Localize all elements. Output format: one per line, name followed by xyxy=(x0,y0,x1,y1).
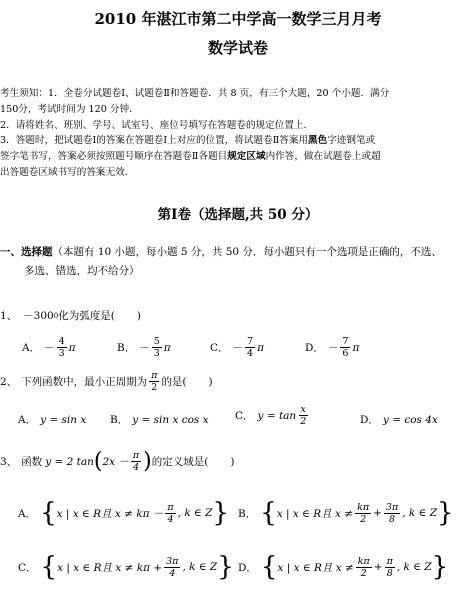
set-expression: , k ∈ Z xyxy=(182,561,218,573)
instruction-text: 字迹钢笔或 xyxy=(327,135,376,147)
fraction xyxy=(340,336,350,359)
numerator: 3π xyxy=(166,555,179,567)
option-b xyxy=(238,500,454,526)
option-label: D． xyxy=(305,342,324,354)
question-text: －300 xyxy=(23,310,54,322)
plus-sign: + xyxy=(373,507,382,519)
set-expression: x | x ∈ R且 x ≠ xyxy=(276,507,354,520)
plus-sign: + xyxy=(373,561,383,573)
option-label: A． xyxy=(18,414,37,426)
option-c xyxy=(210,336,264,359)
instruction-emphasis: 黑色 xyxy=(308,135,328,147)
fraction xyxy=(355,502,371,525)
numerator: 4 xyxy=(58,336,65,347)
option-label: A． xyxy=(22,342,41,354)
right-paren: ) xyxy=(143,448,152,474)
section-header xyxy=(0,243,476,281)
option-a xyxy=(22,336,76,359)
option-label: D． xyxy=(360,414,379,426)
section-line: 多选、错选，均不给分） xyxy=(24,265,140,277)
numerator: π xyxy=(132,450,140,461)
numerator: kπ xyxy=(357,555,370,567)
pi-symbol: π xyxy=(163,341,171,354)
option-d xyxy=(305,336,359,359)
right-brace: } xyxy=(436,498,454,528)
option-expression: y = cos 4x xyxy=(382,413,438,426)
function-expression: y = 2 tan xyxy=(45,455,94,468)
left-brace: { xyxy=(40,498,57,528)
option-sign: － xyxy=(327,342,339,354)
option-sign: － xyxy=(232,342,244,354)
fraction xyxy=(164,556,180,579)
instruction-line xyxy=(0,133,476,149)
denominator: 6 xyxy=(342,348,349,359)
denominator: 4 xyxy=(133,462,140,473)
option-a xyxy=(18,412,86,427)
question-number: 1、 xyxy=(0,310,18,322)
instruction-text: 3．答题时，把试题卷Ⅰ的答案在答题卷Ⅰ上对应的位置，将试题卷Ⅱ答案用 xyxy=(0,135,309,147)
fraction xyxy=(385,556,395,579)
fraction xyxy=(245,336,255,359)
numerator: π xyxy=(151,370,158,381)
denominator: 2 xyxy=(300,416,307,427)
numerator: 7 xyxy=(342,336,349,347)
fraction xyxy=(165,502,175,525)
option-sign: － xyxy=(139,342,150,354)
set-expression: , k ∈ Z xyxy=(402,507,437,519)
option-expression: y = sin x cos x xyxy=(132,413,209,426)
answer-paren: ) xyxy=(230,455,235,468)
fraction xyxy=(149,370,159,393)
set-expression: , k ∈ Z xyxy=(177,507,213,519)
option-d xyxy=(238,554,448,580)
question-number: 2、 xyxy=(0,376,18,388)
fraction xyxy=(131,450,141,473)
left-brace: { xyxy=(260,552,278,582)
option-expression: y = tan xyxy=(257,409,297,422)
answer-paren: ) xyxy=(136,309,141,322)
right-brace: } xyxy=(217,552,234,582)
option-label: C． xyxy=(210,342,229,354)
numerator: 5 xyxy=(153,336,160,347)
question-text: 化为弧度是( xyxy=(58,310,115,322)
option-sign: － xyxy=(44,342,55,354)
exam-subtitle: 数学试卷 xyxy=(207,39,268,57)
option-label: D． xyxy=(238,561,257,574)
option-label: B． xyxy=(238,507,257,520)
numerator: 7 xyxy=(247,336,254,347)
numerator: kπ xyxy=(357,501,370,513)
denominator: 2 xyxy=(360,567,367,579)
numerator: 3π xyxy=(385,501,399,513)
question-text: 下列函数中，最小正周期为 xyxy=(21,376,148,388)
instruction-line: 150分，考试时间为 120 分钟． xyxy=(0,103,139,115)
denominator: 8 xyxy=(389,513,396,525)
option-label: C． xyxy=(235,410,254,422)
option-c xyxy=(18,554,234,580)
exam-instructions xyxy=(0,86,476,181)
numerator: π xyxy=(167,501,174,513)
section-line xyxy=(0,243,476,262)
option-a xyxy=(18,500,229,526)
option-b xyxy=(117,336,171,359)
question-text: 函数 xyxy=(21,456,43,468)
degree-mark: 0 xyxy=(53,311,59,320)
question-text: 的定义域是( xyxy=(151,456,209,468)
instruction-line: 出答题卷区域书写的答案无效． xyxy=(0,166,135,178)
left-brace: { xyxy=(260,498,277,528)
denominator: 2 xyxy=(360,513,367,525)
denominator: 4 xyxy=(169,567,176,579)
pi-symbol: π xyxy=(257,341,264,354)
option-label: C． xyxy=(18,561,37,574)
instruction-line: 考生须知：1．全卷分试题卷Ⅰ、试题卷Ⅱ和答题卷．共 8 页，有三个大题，20 个小题．满分 xyxy=(0,88,390,99)
denominator: 2 xyxy=(151,382,158,393)
exam-title: 2010 年湛江市第二中学高一数学三月月考 xyxy=(94,10,382,28)
fraction xyxy=(298,404,308,427)
instruction-line: 2．请将姓名、班别、学号、试室号、座位号填写在答题卷的规定位置上． xyxy=(0,119,314,131)
question-text: 的是( xyxy=(161,376,187,388)
right-brace: } xyxy=(212,498,229,528)
question-number: 3、 xyxy=(0,456,18,468)
function-inner: 2x － xyxy=(102,456,129,468)
left-brace: { xyxy=(40,552,58,582)
fraction xyxy=(57,336,67,359)
answer-paren: ) xyxy=(208,375,213,388)
denominator: 3 xyxy=(58,348,65,359)
instruction-text: 签字笔书写，答案必须按照题号顺序在答题卷Ⅱ各题目 xyxy=(0,151,228,163)
instruction-emphasis: 规定区域 xyxy=(227,151,266,163)
option-c xyxy=(235,404,310,427)
set-expression: x | x ∈ R且 x ≠ kπ － xyxy=(56,507,164,520)
denominator: 8 xyxy=(386,567,393,579)
set-expression: x | x ∈ R且 x ≠ xyxy=(277,561,354,574)
option-label: A． xyxy=(18,507,37,520)
option-b xyxy=(110,412,209,427)
part-title: 第Ⅰ卷（选择题,共 50 分） xyxy=(157,207,319,223)
pi-symbol: π xyxy=(68,341,76,354)
section-text: （本题有 10 小题，每小题 5 分，共 50 分．每小题只有一个选项是正确的，不选、 xyxy=(52,246,442,258)
option-expression: y = sin x xyxy=(40,413,87,426)
fraction xyxy=(384,502,400,525)
numerator: π xyxy=(386,555,393,567)
question-1 xyxy=(0,308,141,323)
left-paren: ( xyxy=(93,448,103,474)
question-3 xyxy=(0,450,234,473)
instruction-text: 内作答，做在试题卷上或超 xyxy=(265,151,381,163)
denominator: 4 xyxy=(247,348,254,359)
option-label: B． xyxy=(110,414,129,426)
question-2 xyxy=(0,370,213,393)
set-expression: , k ∈ Z xyxy=(396,561,432,573)
numerator: x xyxy=(300,404,306,415)
instruction-line xyxy=(0,149,476,165)
option-d xyxy=(360,412,438,427)
set-expression: x | x ∈ R且 x ≠ kπ + xyxy=(57,561,163,574)
denominator: 3 xyxy=(153,348,160,359)
option-label: B． xyxy=(117,342,136,354)
right-brace: } xyxy=(431,552,449,582)
fraction xyxy=(152,336,162,359)
denominator: 4 xyxy=(167,513,174,525)
section-label: 一、选择题 xyxy=(0,246,53,258)
fraction xyxy=(356,556,372,579)
pi-symbol: π xyxy=(352,341,360,354)
